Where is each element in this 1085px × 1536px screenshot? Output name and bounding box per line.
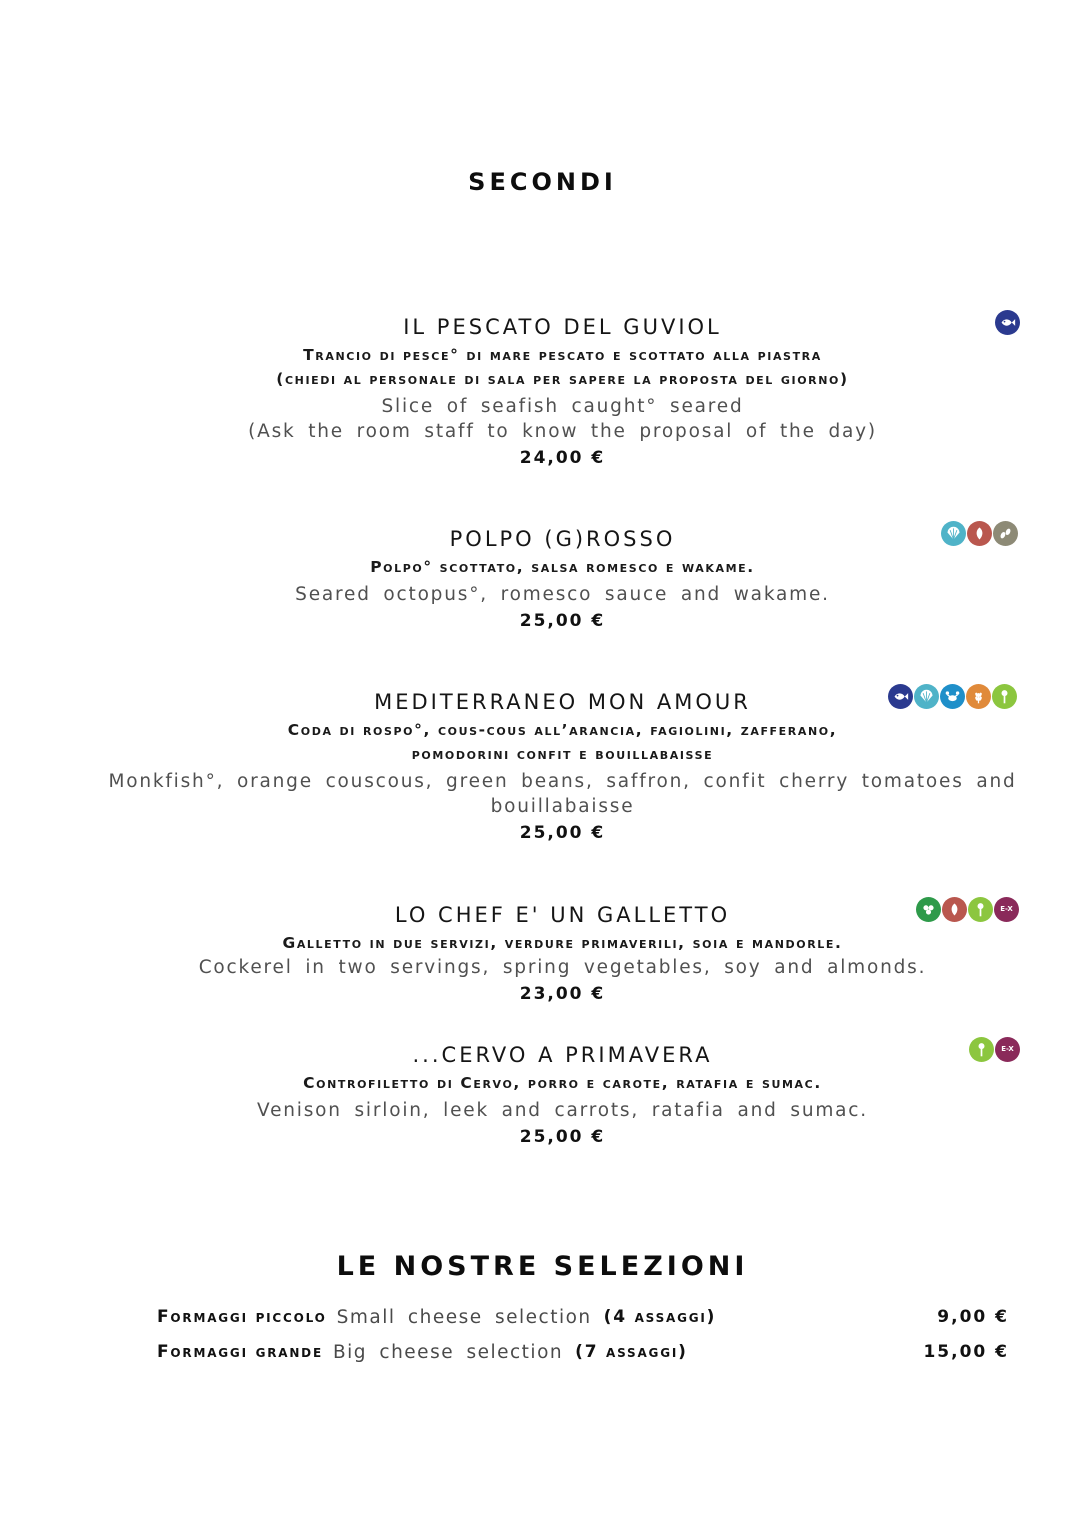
- dish-cervo-a-primavera: [60, 1039, 1065, 1150]
- dish-description-en: Monkfish°, orange couscous, green beans, saffron, confit cherry tomatoes and: [108, 771, 1017, 792]
- dish-description-it: Polpo° scottato, salsa romesco e wakame.: [370, 558, 755, 576]
- dish-price: 25,00 €: [519, 1127, 606, 1147]
- dish-price: 25,00 €: [519, 611, 606, 631]
- dish-name: MEDITERRANEO MON AMOUR: [374, 690, 751, 714]
- dish-pescato-del-guviol: [60, 311, 1065, 471]
- allergen-icons: [888, 684, 1017, 709]
- dish-price: 25,00 €: [519, 823, 606, 843]
- dish-name: IL PESCATO DEL GUVIOL: [403, 315, 722, 339]
- selection-quantity: (4 assaggi): [603, 1307, 717, 1327]
- dish-description-en: Venison sirloin, leek and carrots, ratafia and sumac.: [257, 1100, 868, 1121]
- selection-price: 15,00 €: [923, 1342, 1009, 1362]
- dish-description-it: Trancio di pesce° di mare pescato e scottato alla piastra: [303, 346, 822, 364]
- dish-price: 24,00 €: [519, 448, 606, 468]
- celery-icon: [969, 1037, 994, 1062]
- fish-icon: [995, 310, 1020, 335]
- allergen-icons: [941, 521, 1018, 546]
- crustacean-icon: [942, 897, 967, 922]
- selection-quantity: (7 assaggi): [575, 1342, 688, 1362]
- crab-icon: [940, 684, 965, 709]
- dish-description-it: pomodorini confit e bouillabaisse: [411, 745, 714, 763]
- dish-description-en: Cockerel in two servings, spring vegetables, soy and almonds.: [198, 957, 927, 978]
- selection-name-en: Small cheese selection: [336, 1306, 592, 1328]
- dish-description-en: Slice of seafish caught° seared: [381, 396, 744, 417]
- dish-description-it: Controfiletto di Cervo, porro e carote, ratafia e sumac.: [303, 1074, 822, 1092]
- selection-name-en: Big cheese selection: [332, 1341, 564, 1363]
- dish-polpo-grosso: [60, 523, 1065, 634]
- sesame-icon: [993, 521, 1018, 546]
- dish-name: ...CERVO A PRIMAVERA: [412, 1043, 713, 1067]
- dish-name: LO CHEF E' UN GALLETTO: [394, 903, 731, 927]
- crustacean-icon: [967, 521, 992, 546]
- section-title-selezioni: LE NOSTRE SELEZIONI: [336, 1251, 749, 1282]
- dish-description-it: Coda di rospo°, cous-cous all’arancia, fagiolini, zafferano,: [287, 721, 838, 739]
- shell-icon: [941, 521, 966, 546]
- dish-description-en: bouillabaisse: [490, 796, 635, 817]
- dish-description-it: (chiedi al personale di sala per sapere la proposta del giorno): [276, 370, 849, 388]
- celery-icon: [992, 684, 1017, 709]
- dish-description-it: Galletto in due servizi, verdure primaverili, soia e mandorle.: [282, 934, 843, 952]
- allergen-icons: [995, 310, 1020, 335]
- fish-icon: [888, 684, 913, 709]
- gluten-icon: [966, 684, 991, 709]
- dish-name: POLPO (G)ROSSO: [449, 527, 676, 551]
- dish-description-en: (Ask the room staff to know the proposal of the day): [248, 421, 877, 442]
- allergen-icons: [916, 897, 1019, 922]
- allergen-icons: [969, 1037, 1020, 1062]
- sulphite-icon: E-X: [994, 897, 1019, 922]
- selection-name-it: Formaggi grande: [157, 1342, 323, 1362]
- dish-lo-chef-e-un-galletto: [60, 899, 1065, 1007]
- selection-row: [157, 1302, 1009, 1332]
- sulphite-icon: E-X: [995, 1037, 1020, 1062]
- soy-icon: [916, 897, 941, 922]
- section-title-secondi: SECONDI: [468, 168, 617, 196]
- selection-price: 9,00 €: [937, 1307, 1009, 1327]
- dish-mediterraneo-mon-amour: [60, 686, 1065, 846]
- celery-icon: [968, 897, 993, 922]
- selection-row: [157, 1337, 1009, 1367]
- shell-icon: [914, 684, 939, 709]
- dish-description-en: Seared octopus°, romesco sauce and wakame.: [295, 584, 830, 605]
- selection-name-it: Formaggi piccolo: [157, 1307, 327, 1327]
- dish-price: 23,00 €: [519, 984, 606, 1004]
